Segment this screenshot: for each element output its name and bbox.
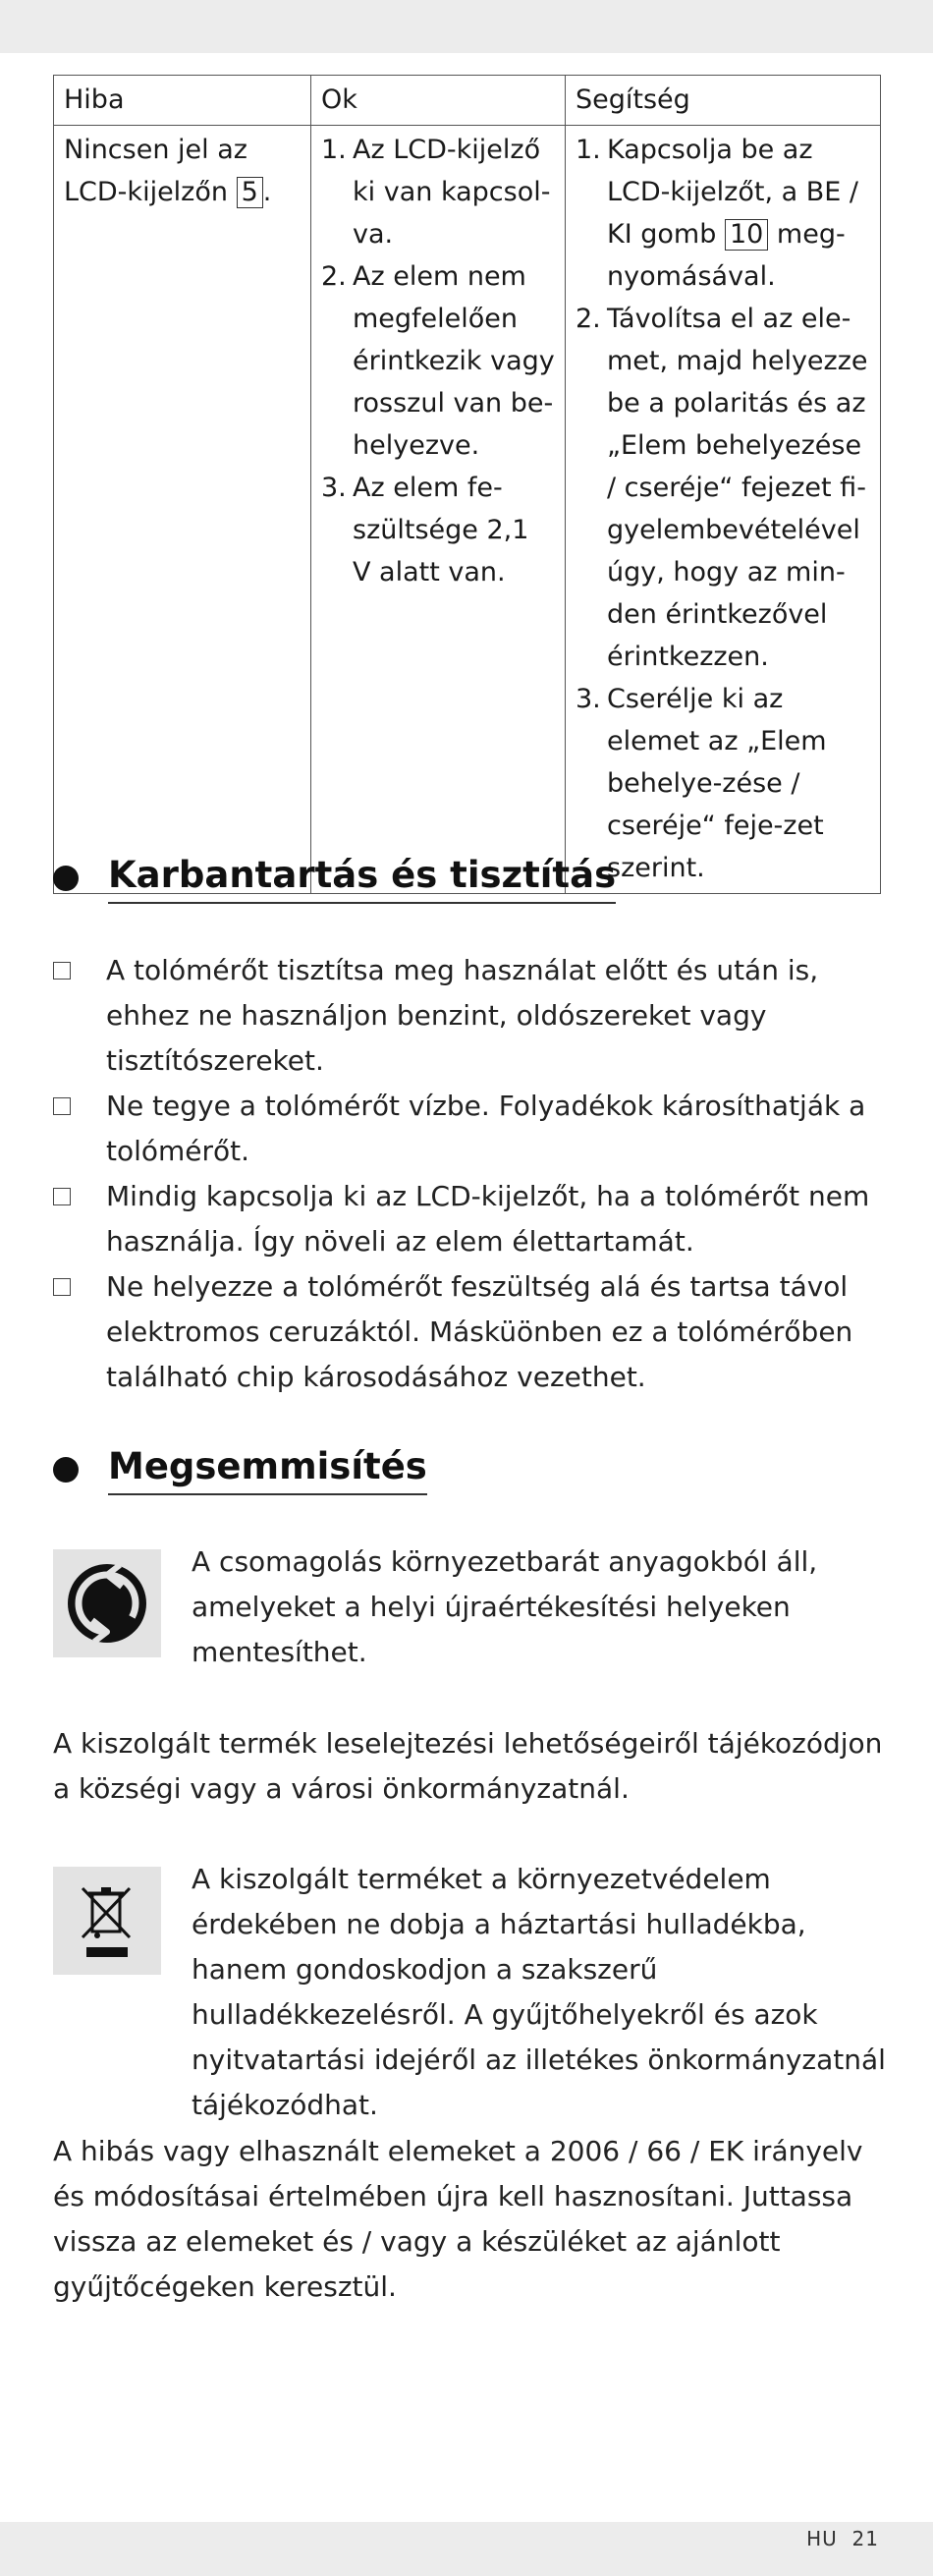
- square-bullet-icon: [53, 962, 71, 980]
- heading-bullet-icon: [53, 1457, 79, 1483]
- crossed-bin-icon: [53, 1867, 161, 1975]
- solution-cell: [566, 126, 881, 894]
- table-row: [54, 126, 881, 894]
- disposal-info-text: A kiszolgált termék leselejtezési lehetőségeiről tájékozódjon a községi vagy a városi önkormányzatnál.: [53, 1727, 883, 1805]
- list-item: Mindig kapcsolja ki az LCD-kijelzőt, ha a tolómérőt nem használja. Így növeli az elem élettartamát.: [53, 1174, 888, 1264]
- problem-text: Nincsen jel az LCD-kijelzőn: [64, 135, 247, 207]
- display-reference-5: 5: [237, 177, 263, 208]
- problem-suffix: .: [262, 177, 272, 207]
- green-dot-icon: [53, 1549, 161, 1657]
- disposal-heading: [53, 1444, 427, 1495]
- battery-recycling-text: A hibás vagy elhasznált elemeket a 2006 / 66 / EK irányelv és módosításai értelmében újra kell hasznosítani. Juttassa vissza az elemeket és / vagy a készüléket az ajánlott gyűjtőcégeken keresztül.: [53, 2135, 863, 2303]
- cause-item: 3. Az elem fe-szültsége 2,1 V alatt van.: [321, 473, 529, 588]
- cause-list: [321, 129, 555, 593]
- problem-cell: [54, 126, 311, 894]
- footer-language: HU: [806, 2527, 838, 2550]
- header-hiba: Hiba: [54, 76, 311, 126]
- square-bullet-icon: [53, 1188, 71, 1205]
- maintenance-title: Karbantartás és tisztítás: [108, 853, 616, 904]
- weee-text: A kiszolgált terméket a környezetvédelem érdekében ne dobja a háztartási hulladékba, hanem gondoskodjon a szakszerű hulladékkezelésről. A gyűjtőhelyekről és azok nyitvatartási idejéről az illetékes önkormányzatnál tájékozódhat.: [192, 1863, 886, 2121]
- disposal-title: Megsemmisítés: [108, 1444, 427, 1495]
- button-reference-10: 10: [725, 219, 768, 251]
- square-bullet-icon: [53, 1278, 71, 1296]
- cause-cell: [311, 126, 566, 894]
- heading-bullet-icon: [53, 866, 79, 891]
- page-footer: [806, 2527, 879, 2550]
- page-number: 21: [851, 2527, 879, 2550]
- table-header-row: [54, 76, 881, 126]
- maintenance-heading: [53, 853, 616, 904]
- solution-item: 3. Cserélje ki az elemet az „Elem behelye-zése / cseréje“ feje-zet szerint.: [576, 684, 827, 883]
- packaging-text: A csomagolás környezetbarát anyagokból áll, amelyeket a helyi újraértékesítési helyeken mentesíthet.: [192, 1545, 818, 1668]
- list-item: Ne helyezze a tolómérőt feszültség alá és tartsa távol elektromos ceruzáktól. Másküönben ez a tolómérőben található chip károsodásához vezethet.: [53, 1264, 888, 1400]
- troubleshooting-table: [53, 75, 881, 894]
- list-item: Ne tegye a tolómérőt vízbe. Folyadékok károsíthatják a tolómérőt.: [53, 1084, 888, 1174]
- bottom-band: [0, 2522, 933, 2576]
- header-ok: Ok: [311, 76, 566, 126]
- cause-item: 1. Az LCD-kijelző ki van kapcsol-va.: [321, 135, 551, 250]
- top-band: [0, 0, 933, 53]
- maintenance-list: [53, 948, 888, 1400]
- cause-item: 2. Az elem nem megfelelően érintkezik vagy rosszul van be-helyezve.: [321, 261, 555, 461]
- square-bullet-icon: [53, 1097, 71, 1115]
- solution-item: 1. Kapcsolja be az LCD-kijelzőt, a BE / KI gomb 10 meg-nyomásával.: [576, 135, 859, 292]
- header-segitseg: Segítség: [566, 76, 881, 126]
- solution-list: [576, 129, 870, 889]
- list-item: A tolómérőt tisztítsa meg használat előtt és után is, ehhez ne használjon benzint, oldószereket vagy tisztítószereket.: [53, 948, 888, 1084]
- solution-item: 2. Távolítsa el az ele-met, majd helyezze be a polaritás és az „Elem behelyezése / cseréje“ fejezet fi-gyelembevételével úgy, hogy az min-den érintkezővel érintkezzen.: [576, 304, 868, 672]
